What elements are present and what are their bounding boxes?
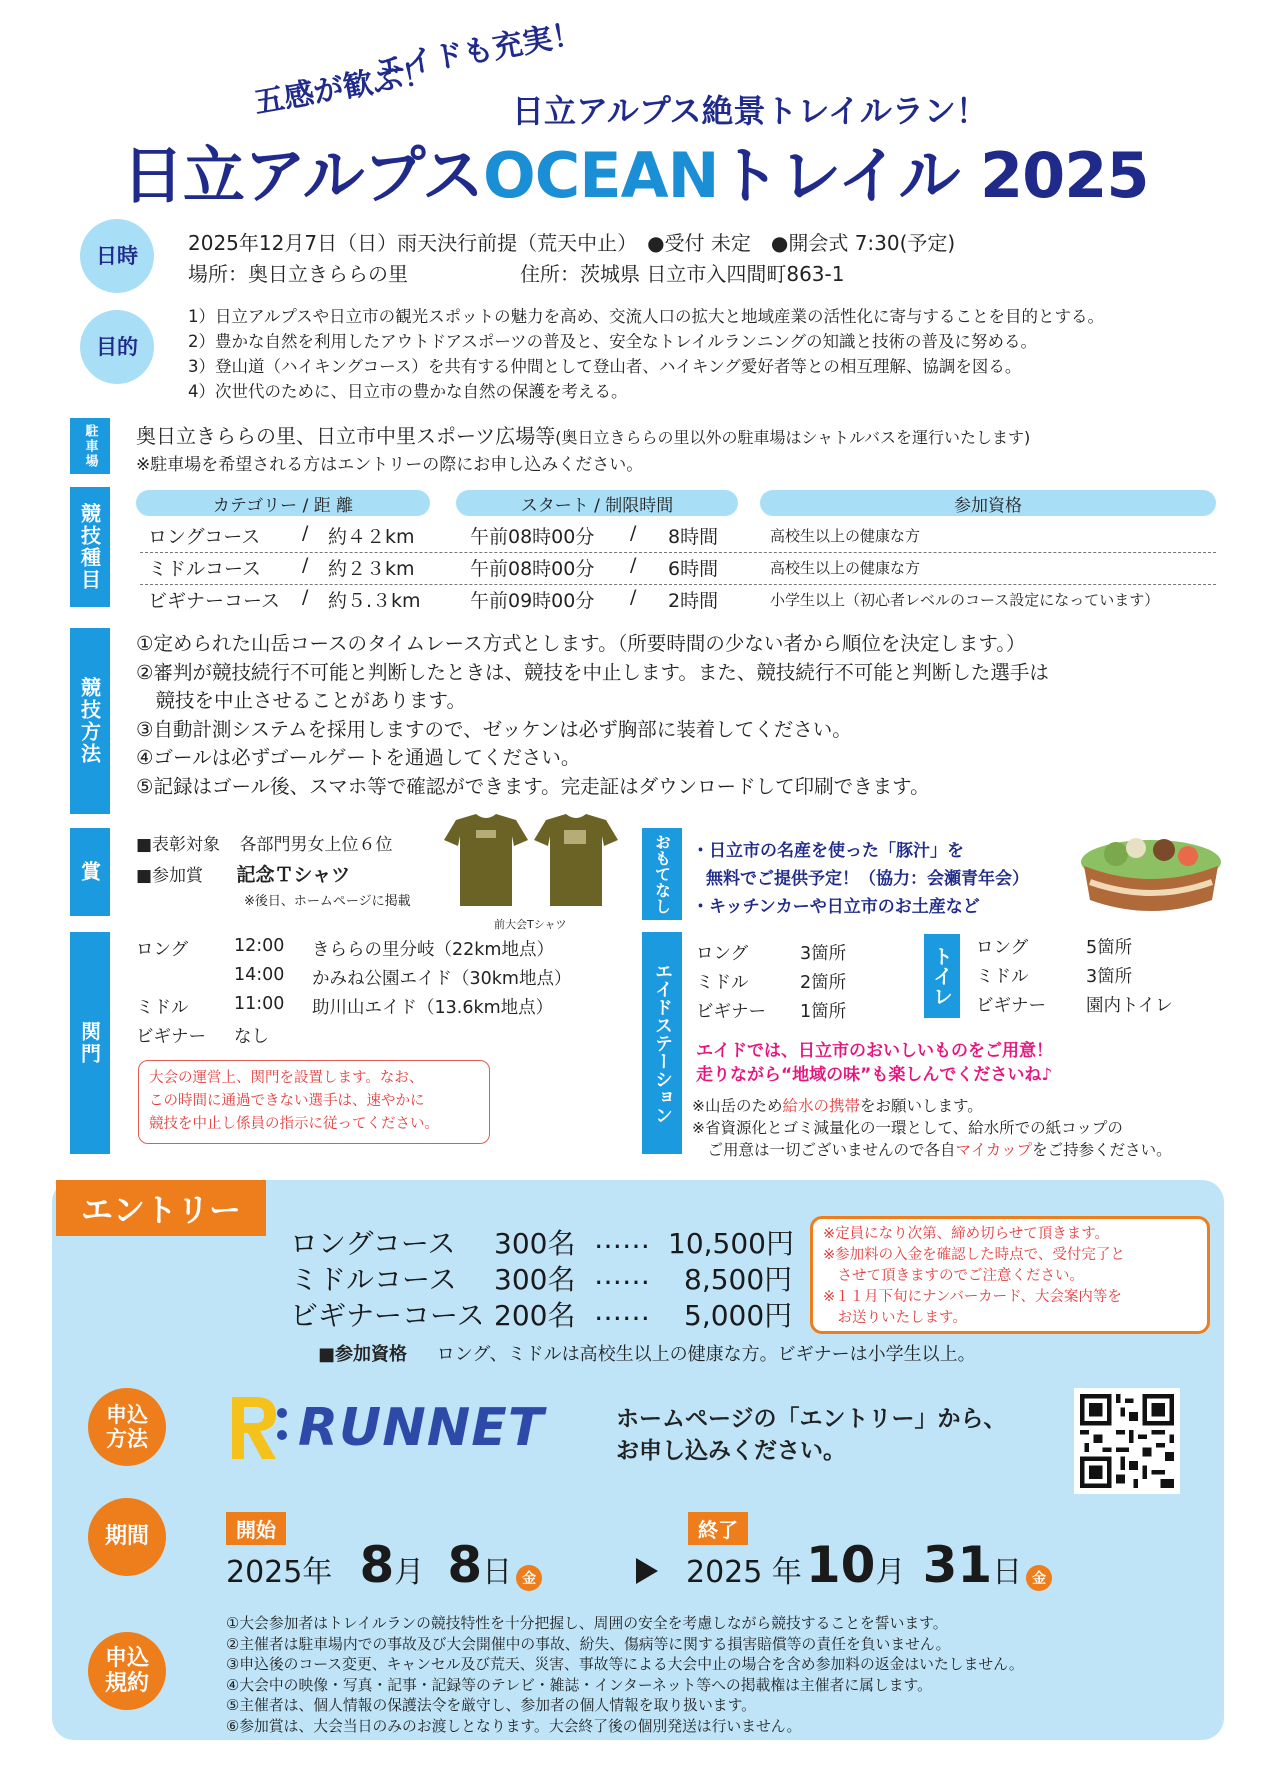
parking-note: ※駐車場を希望される方はエントリーの際にお申し込みください。	[136, 455, 644, 475]
period-badge: 期間	[88, 1498, 166, 1576]
method-item: ②審判が競技続行不可能と判断したときは、競技を中止します。また、競技続行不可能と判断した選手は	[136, 660, 1049, 684]
qr-code[interactable]	[1074, 1388, 1180, 1494]
events-label: 競技種目	[70, 487, 110, 607]
cutoff-notice-line: 競技を中止し係員の指示に従ってください。	[149, 1116, 439, 1132]
end-month-unit: 月	[875, 1555, 906, 1590]
start-month: 8	[359, 1536, 395, 1594]
toilet-cat: ミドル	[976, 967, 1029, 987]
rules-item: ④大会中の映像・写真・記事・記録等のテレビ・雑誌・インターネット等への掲載権は主催者に属します。	[226, 1676, 932, 1694]
apply-text-2: お申し込みください。	[616, 1438, 846, 1464]
rules-item: ⑤主催者は、個人情報の保護法令を厳守し、参加者の個人情報を取り扱います。	[226, 1697, 756, 1714]
entry-label: エントリー	[56, 1180, 266, 1236]
toilet-cat: ビギナー	[976, 996, 1046, 1016]
purpose-badge: 目的	[80, 310, 154, 384]
aid-count: 3箇所	[800, 944, 847, 964]
aid-cat: ビギナー	[696, 1002, 766, 1022]
entry-note: ※定員になり次第、締め切らせて頂きます。	[823, 1226, 1110, 1242]
datetime-line: 2025年12月7日（日）雨天決行前提（荒天中止） ●受付 未定 ●開会式 7:30(予定)	[188, 231, 956, 255]
event-row-beginner	[148, 586, 1218, 614]
runnet-r-icon	[226, 1393, 288, 1463]
aid-note-highlight: マイカップ	[955, 1141, 1033, 1159]
prize-target-label: ■表彰対象	[136, 835, 221, 855]
entry-course: ミドルコース	[290, 1263, 457, 1296]
end-day-unit: 日	[992, 1555, 1023, 1590]
aid-note-highlight: 給水の携帯	[782, 1097, 861, 1115]
apply-text-1: ホームページの「エントリー」から、	[616, 1406, 1007, 1432]
rules-item: ②主催者は駐車場内での事故及び大会開催中の事故、紛失、傷病等に関する損害賠償等の責任を負いません。	[226, 1635, 951, 1653]
aid-cat: ミドル	[696, 973, 749, 993]
start-weekday-badge: 金	[516, 1565, 542, 1591]
cutoff-cat: ロング	[136, 940, 189, 960]
venue-place: 場所：奥日立きららの里	[188, 262, 408, 286]
event-qual: 小学生以上（初心者レベルのコース設定になっています）	[770, 591, 1160, 609]
cutoff-cat: ビギナー	[136, 1027, 206, 1047]
event-row-middle	[148, 554, 1218, 582]
event-sep: /	[302, 586, 309, 608]
purpose-item: 1）日立アルプスや日立市の観光スポットの魅力を高め、交流人口の拡大と地域産業の活性化に寄与することを目的とする。	[188, 307, 1105, 326]
tshirt-image	[436, 812, 626, 912]
parking-main: 奥日立きららの里、日立市中里スポーツ広場等	[136, 424, 556, 448]
period-start-tag: 開始	[226, 1512, 286, 1545]
event-category: ビギナーコース	[148, 590, 281, 612]
hotpot-icon	[1076, 822, 1226, 922]
title-part-trail: トレイル	[718, 139, 960, 212]
prize-gift	[136, 860, 350, 887]
title-part-a: 日立アルプス	[122, 139, 484, 212]
event-limit: 6時間	[668, 558, 719, 580]
title-year: 2025	[979, 139, 1149, 212]
period-end-tag: 終了	[688, 1512, 748, 1545]
entry-note: お送りいたします。	[823, 1310, 967, 1326]
event-start: 午前08時00分	[470, 558, 595, 580]
event-qual: 高校生以上の健康な方	[770, 527, 921, 545]
event-sep: /	[630, 586, 637, 608]
datetime-badge: 日時	[80, 219, 154, 293]
prize-note: ※後日、ホームページに掲載	[244, 894, 411, 909]
method-item: ①定められた山岳コースのタイムレース方式とします。（所要時間の少ない者から順位を決定します。）	[136, 632, 1026, 655]
cutoff-time: 14:00	[234, 965, 285, 985]
aid-promo-1: エイドでは、日立市のおいしいものをご用意！	[696, 1041, 1053, 1061]
event-distance: 約４２km	[328, 526, 415, 548]
aid-note-2: ※省資源化とゴミ減量化の一環として、給水所での紙コップの	[692, 1119, 1123, 1137]
method-item: ③自動計測システムを採用しますので、ゼッケンは必ず胸部に装着してください。	[136, 717, 852, 741]
entry-note: ※参加料の入金を確認した時点で、受付完了と	[823, 1247, 1125, 1263]
end-month: 10	[805, 1536, 876, 1594]
event-start: 午前08時00分	[470, 526, 595, 548]
event-distance: 約５.３km	[328, 590, 421, 612]
entry-cap: 200名	[494, 1299, 576, 1332]
cutoff-notice-line: 大会の運営上、関門を設置します。なお、	[149, 1070, 424, 1086]
prize-target-value: 各部門男女上位６位	[239, 835, 393, 855]
event-sep: /	[302, 522, 309, 544]
rules-item: ①大会参加者はトレイルランの競技特性を十分把握し、周囲の安全を考慮しながら競技することを誓います。	[226, 1615, 948, 1632]
catch-copy-3: 日立アルプス絶景トレイルラン！	[512, 92, 988, 130]
event-category: ミドルコース	[148, 558, 262, 580]
end-day: 31	[922, 1536, 993, 1594]
entry-qual-label: ■参加資格	[318, 1344, 408, 1365]
purpose-list	[188, 304, 1104, 404]
event-row-long	[148, 522, 1218, 550]
event-sep: /	[630, 554, 637, 576]
prize-gift-label: ■参加賞	[136, 866, 204, 886]
cutoff-place: なし	[234, 1027, 269, 1047]
parking-text	[136, 420, 1030, 449]
entry-course: ビギナーコース	[290, 1299, 485, 1332]
cutoff-time: 12:00	[234, 936, 285, 956]
cutoff-place: 助川山エイド（13.6km地点）	[312, 998, 554, 1018]
catch-copy-1: 五感が歓ぶ！	[251, 55, 436, 122]
method-list	[136, 630, 1049, 801]
aid-note-text: をお願いします。	[860, 1097, 983, 1115]
cutoff-notice	[138, 1060, 490, 1144]
prize-gift-value: 記念Ｔシャツ	[236, 864, 351, 886]
runnet-logo	[226, 1390, 544, 1466]
event-limit: 2時間	[668, 590, 719, 612]
aid-label: エイドステーション	[642, 932, 682, 1154]
apply-method-badge: 申込方法	[88, 1388, 166, 1466]
start-year: 2025年	[226, 1555, 333, 1590]
toilet-cat: ロング	[976, 938, 1029, 958]
entry-fee: 5,000円	[684, 1299, 793, 1332]
cutoff-place: かみね公園エイド（30km地点）	[312, 969, 572, 989]
aid-note-text: ※山岳のため	[692, 1097, 783, 1115]
prize-label: 賞	[70, 828, 110, 916]
row-divider	[140, 552, 1216, 553]
rules-badge: 申込規約	[88, 1632, 166, 1710]
aid-promo-2: 走りながら“地域の味”も楽しんでくださいね♪	[696, 1065, 1053, 1085]
event-distance: 約２３km	[328, 558, 415, 580]
event-start: 午前09時00分	[470, 590, 595, 612]
entry-dots: ……	[594, 1222, 650, 1255]
method-label: 競技方法	[70, 628, 110, 814]
cutoff-notice-line: この時間に通過できない選手は、速やかに	[149, 1093, 425, 1109]
period-start-date	[226, 1536, 542, 1594]
event-category: ロングコース	[148, 526, 261, 548]
events-header-qual: 参加資格	[760, 490, 1216, 516]
aid-note-text: ご用意は一切ございませんので各自	[692, 1141, 956, 1159]
entry-notes-box	[810, 1216, 1210, 1334]
event-limit: 8時間	[668, 526, 719, 548]
period-end-date	[686, 1536, 1052, 1594]
tshirt-icon	[436, 812, 626, 912]
entry-note: させて頂きますのでご注意ください。	[823, 1268, 1084, 1284]
tshirt-caption: 前大会Tシャツ	[494, 918, 567, 931]
prize-target	[136, 830, 392, 855]
purpose-item: 4）次世代のために、日立市の豊かな自然の保護を考える。	[188, 382, 628, 401]
omotenashi-line2: 無料でご提供予定！（協力：会瀬青年会）	[706, 869, 1029, 889]
aid-note-1	[692, 1094, 983, 1116]
rules-item: ⑥参加賞は、大会当日のみのお渡しとなります。大会終了後の個別発送は行いません。	[226, 1717, 802, 1735]
period-arrow-icon	[636, 1558, 658, 1584]
start-month-unit: 月	[394, 1555, 425, 1590]
parking-sub: (奥日立きららの里以外の駐車場はシャトルバスを運行いたします)	[555, 428, 1031, 447]
entry-cap: 300名	[494, 1263, 576, 1296]
aid-note-3	[692, 1138, 1172, 1160]
omotenashi-label: おもてなし	[642, 828, 682, 920]
entry-dots: ……	[594, 1294, 650, 1327]
aid-note-text: をご持参ください。	[1032, 1141, 1172, 1159]
toilet-label: トイレ	[924, 934, 960, 1018]
end-year: 2025 年	[686, 1555, 802, 1590]
events-header-category: カテゴリー / 距 離	[136, 490, 430, 516]
cutoff-label: 関門	[70, 932, 110, 1154]
qr-code-icon	[1080, 1394, 1174, 1488]
toilet-count: 3箇所	[1086, 967, 1133, 987]
rules-list	[226, 1614, 1024, 1737]
main-title	[122, 126, 1149, 215]
parking-label: 駐車場	[70, 418, 110, 474]
method-item: 競技を中止させることがあります。	[136, 689, 466, 712]
title-part-ocean: OCEAN	[483, 139, 719, 212]
end-weekday-badge: 金	[1026, 1565, 1052, 1591]
rules-item: ③申込後のコース変更、キャンセル及び荒天、災害、事故等による大会中止の場合を含め参加料の返金はいたしません。	[226, 1656, 1024, 1673]
entry-qualification	[318, 1340, 976, 1366]
purpose-item: 3）登山道（ハイキングコース）を共有する仲間として登山者、ハイキング愛好者等との相互理解、協調を図る。	[188, 357, 1022, 376]
venue-address: 住所：茨城県 日立市入四間町863-1	[520, 262, 845, 286]
events-header-start: スタート / 制限時間	[456, 490, 738, 516]
event-sep: /	[630, 522, 637, 544]
entry-fee: 10,500円	[668, 1227, 794, 1260]
cutoff-cat: ミドル	[136, 998, 189, 1018]
aid-cat: ロング	[696, 944, 749, 964]
method-item: ⑤記録はゴール後、スマホ等で確認ができます。完走証はダウンロードして印刷できます。	[136, 774, 930, 798]
cutoff-time: 11:00	[234, 994, 285, 1014]
entry-note: ※１１月下旬にナンバーカード、大会案内等を	[823, 1289, 1122, 1305]
runnet-wordmark: RUNNET	[298, 1398, 545, 1458]
aid-count: 2箇所	[800, 973, 847, 993]
purpose-item: 2）豊かな自然を利用したアウトドアスポーツの普及と、安全なトレイルランニングの知識と技術の普及に努める。	[188, 332, 1038, 351]
method-item: ④ゴールは必ずゴールゲートを通過してください。	[136, 746, 581, 769]
row-divider	[140, 584, 1216, 585]
entry-dots: ……	[594, 1258, 650, 1291]
event-sep: /	[302, 554, 309, 576]
entry-course: ロングコース	[290, 1227, 456, 1260]
entry-cap: 300名	[494, 1227, 576, 1260]
toilet-count: 園内トイレ	[1086, 996, 1173, 1016]
nabe-image	[1076, 822, 1226, 922]
start-day-unit: 日	[482, 1555, 513, 1590]
omotenashi-line1: ・日立市の名産を使った「豚汁」を	[692, 841, 964, 861]
event-qual: 高校生以上の健康な方	[770, 559, 921, 577]
start-day: 8	[447, 1536, 483, 1594]
aid-count: 1箇所	[800, 1002, 847, 1022]
toilet-count: 5箇所	[1086, 938, 1133, 958]
entry-fee: 8,500円	[684, 1263, 793, 1296]
catch-copy-2: エイドも充実！	[371, 16, 585, 88]
cutoff-place: きららの里分岐（22km地点）	[312, 940, 554, 960]
entry-qual-text: ロング、ミドルは高校生以上の健康な方。ビギナーは小学生以上。	[436, 1344, 976, 1365]
omotenashi-line3: ・キッチンカーや日立市のお土産など	[692, 897, 980, 917]
